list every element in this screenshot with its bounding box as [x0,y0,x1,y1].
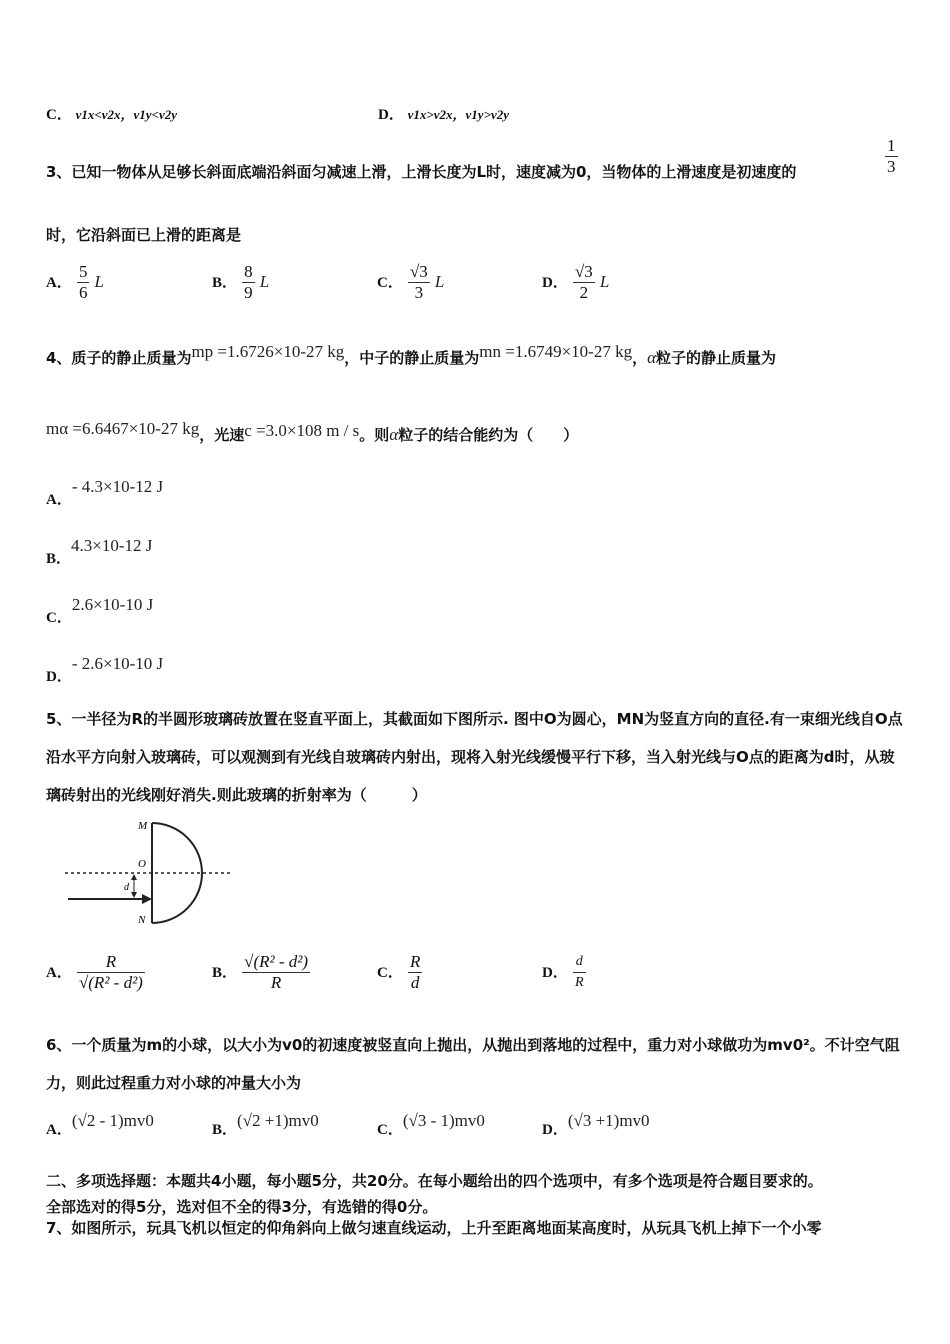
option-letter: D． [46,669,72,685]
q5-option-d [542,952,586,993]
stem-text: ，光速 [199,426,245,444]
variable: L [434,272,445,291]
label-d: d [124,882,129,893]
variable: L [94,272,104,291]
option-letter: D． [542,965,568,981]
arrow-down-icon [131,892,137,898]
q4-option-c [46,594,154,626]
q4-option-d [46,653,164,685]
option-letter: C． [46,610,72,626]
option-letter: C． [377,1122,403,1138]
q3-stem-line2: 时，它沿斜面已上滑的距离是 [46,226,242,244]
q4-stem-line2 [46,419,579,445]
q4-option-b [46,535,153,567]
option-letter: C． [46,107,72,123]
ray-arrow-icon [142,894,152,904]
q3-option-c [377,262,444,303]
option-letter: C． [377,965,403,981]
q5-option-c [377,952,422,993]
option-value: (√3 +1)mv0 [567,1111,650,1130]
q4-option-a [46,476,164,508]
numerator: √3 [409,262,428,281]
stem-text: 粒子的结合能约为（ ） [398,426,579,444]
numerator: 5 [78,262,88,281]
denominator: d [410,973,420,992]
proton-mass: mp =1.6726×10-27 kg [191,342,345,361]
option-value: - 2.6×10-10 J [71,654,164,673]
q5-option-a [46,952,145,993]
neutron-mass: mn =1.6749×10-27 kg [479,342,633,361]
q2-option-d [378,103,509,124]
option-text: v1x<v2x，v1y<v2y [75,107,178,122]
option-value: (√2 +1)mv0 [237,1111,319,1130]
option-letter: B． [212,275,238,291]
light-speed: c =3.0×108 m / s [244,421,360,440]
denominator: 2 [579,283,589,302]
q3-option-a [46,262,104,303]
numerator: √(R² - d²) [244,952,309,971]
q5-option-b [212,952,310,993]
q6-option-d [542,1110,650,1138]
label-o: O [138,858,146,870]
option-letter: D． [542,275,568,291]
denominator: 3 [887,157,896,176]
alpha-symbol: α [647,348,657,367]
q3-stem-line1: 3、已知一物体从足够长斜面底端沿斜面匀减速上滑，上滑长度为L时，速度减为0，当物体的上滑速度是初速度的 [46,163,797,181]
q5-stem: 5、一半径为R的半圆形玻璃砖放置在竖直平面上，其截面如下图所示. 图中O为圆心，MN为竖直方向的直径.有一束细光线自O点沿水平方向射入玻璃砖，可以观测到有光线自玻璃砖内射出，现将入射光线缓慢平行下移，当入射光线与O点的距离为d时，从玻璃砖射出的光线刚好消失.则此玻璃的折射率为（ ） [46,710,903,804]
option-value: 4.3×10-12 J [71,536,153,555]
q5-glass-figure [60,815,250,930]
section2-heading [46,1168,823,1220]
denominator: √(R² - d²) [78,973,143,992]
numerator: √3 [574,262,593,281]
stem-text: ， [632,349,648,367]
option-value: (√3 - 1)mv0 [402,1111,485,1130]
variable: L [599,272,610,291]
option-text: v1x>v2x，v1y>v2y [407,107,510,122]
denominator: 3 [414,283,424,302]
stem-text: ，中子的静止质量为 [344,349,480,367]
denominator: R [574,975,584,990]
numerator: R [77,952,145,973]
stem-text: 粒子的静止质量为 [656,349,777,367]
option-value: (√2 - 1)mv0 [71,1111,154,1130]
denominator: 6 [78,283,88,302]
section2-line1: 二、多项选择题：本题共4小题，每小题5分，共20分。在每小题给出的四个选项中，有多个选项是符合题目要求的。 [46,1172,823,1190]
numerator: 8 [244,262,253,281]
option-letter: A． [46,492,72,508]
q6-option-a [46,1110,154,1138]
semicircle-arc [152,823,202,923]
denominator: R [270,973,282,992]
q3-option-d [542,262,609,303]
numerator: d [573,952,586,973]
option-letter: B． [212,1122,238,1138]
q3-fraction-one-third [885,136,898,177]
section2-line2: 全部选对的得5分，选对但不全的得3分，有选错的得0分。 [46,1198,438,1216]
label-m: M [138,820,148,832]
numerator: R [409,952,421,971]
stem-text: 4、质子的静止质量为 [46,349,192,367]
q6-option-c [377,1110,485,1138]
q7-stem: 7、如图所示，玩具飞机以恒定的仰角斜向上做匀速直线运动，上升至距离地面某高度时，从玩具飞机上掉下一个小零 [46,1219,822,1237]
q6-option-b [212,1110,319,1138]
variable: L [259,272,270,291]
label-n: N [138,914,146,926]
alpha-mass: mα =6.6467×10-27 kg [46,419,200,438]
alpha-symbol: α [389,425,399,444]
q6-stem: 6、一个质量为m的小球，以大小为v0的初速度被竖直向上抛出，从抛出到落地的过程中，重力对小球做功为mv0²。不计空气阻力，则此过程重力对小球的冲量大小为 [46,1036,900,1092]
option-value: - 4.3×10-12 J [71,477,164,496]
stem-text: 。则 [359,426,390,444]
q3-option-b [212,262,269,303]
option-letter: D． [542,1122,568,1138]
q4-stem-line1 [46,342,777,368]
option-letter: A． [46,275,72,291]
arrow-up-icon [131,874,137,880]
q2-option-c [46,103,177,124]
numerator: 1 [887,136,896,155]
option-letter: A． [46,1122,72,1138]
option-letter: D． [378,107,404,123]
denominator: 9 [244,283,253,302]
option-letter: B． [212,965,238,981]
option-value: 2.6×10-10 J [71,595,154,614]
option-letter: C． [377,275,403,291]
option-letter: B． [46,551,72,567]
option-letter: A． [46,965,72,981]
